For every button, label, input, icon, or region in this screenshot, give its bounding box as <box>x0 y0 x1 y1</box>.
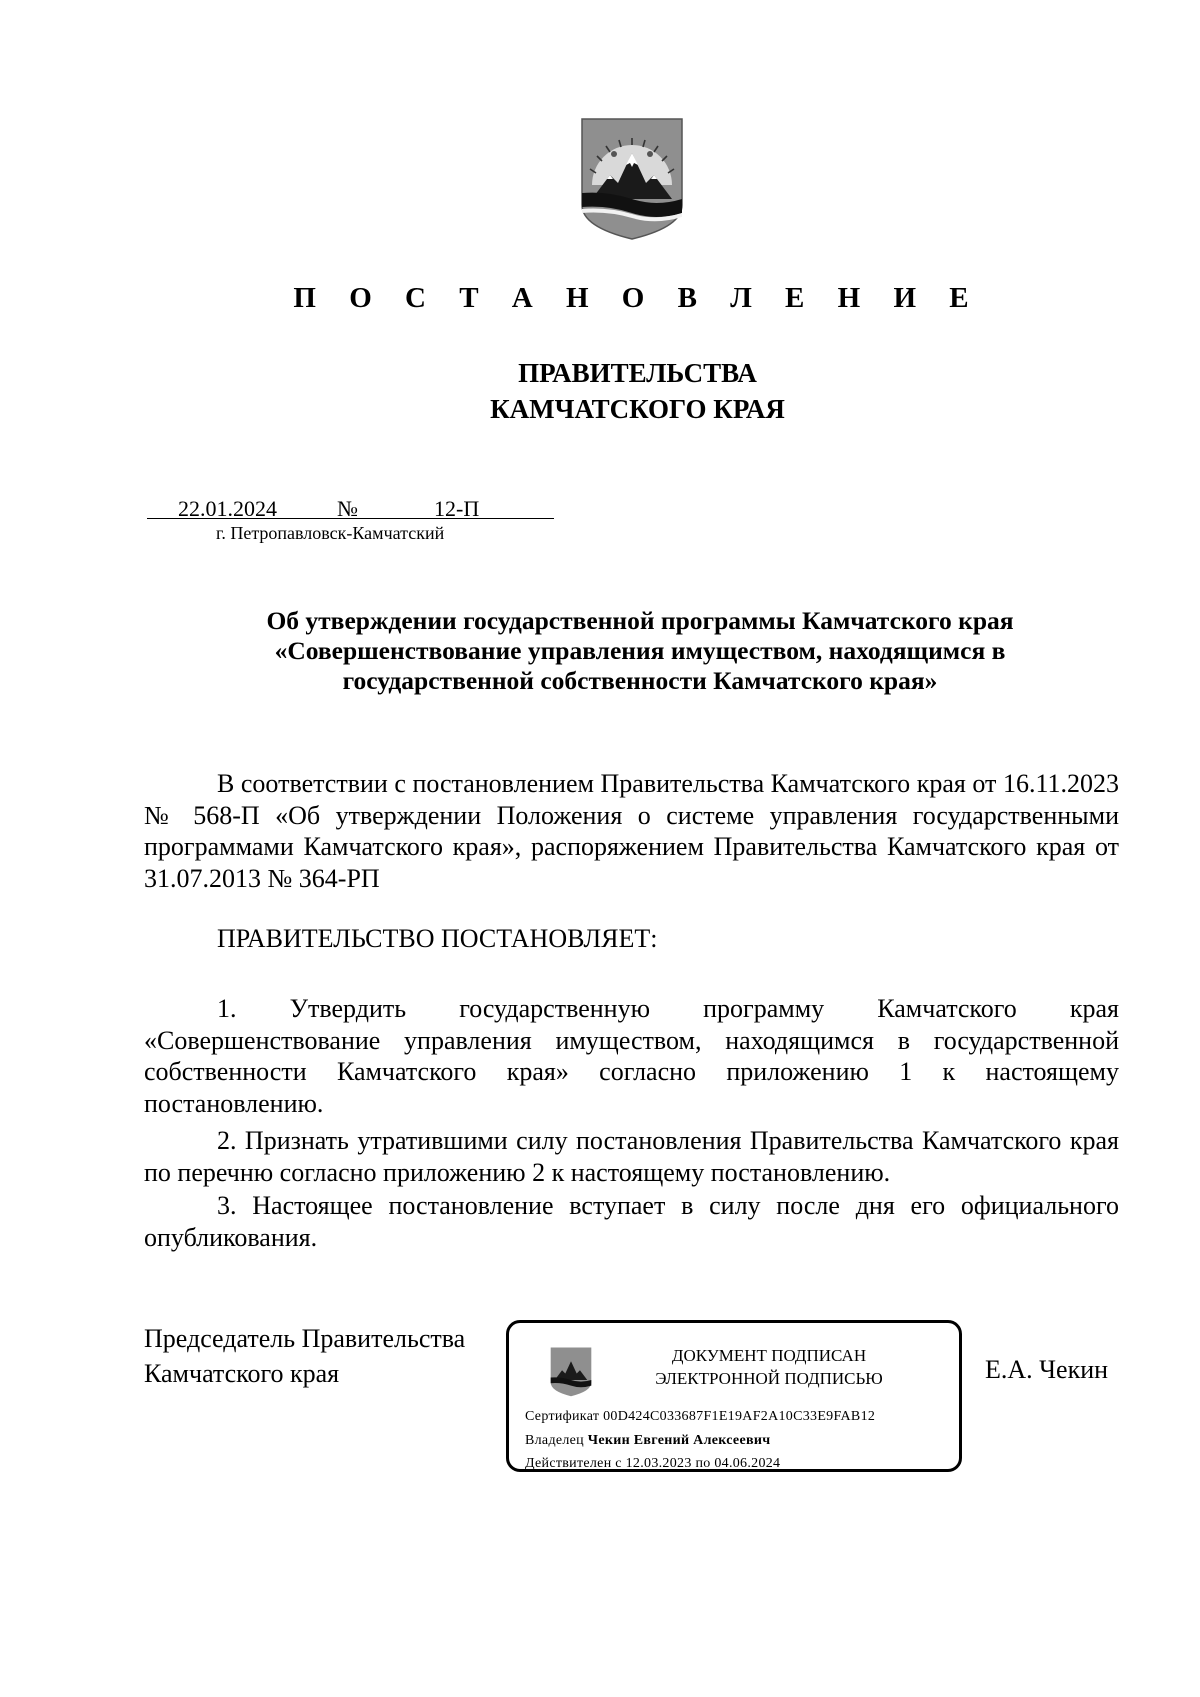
stamp-title <box>619 1344 919 1390</box>
issuing-authority <box>0 355 1200 427</box>
certificate-value: 00D424C033687F1E19AF2A10C33E9FAB12 <box>603 1409 876 1424</box>
stamp-title-line-2: ЭЛЕКТРОННОЙ ПОДПИСЬЮ <box>655 1369 883 1388</box>
electronic-signature-stamp <box>506 1320 962 1472</box>
document-number: 12-П <box>434 496 480 521</box>
authority-line-2: КАМЧАТСКОГО КРАЯ <box>490 394 785 424</box>
subject-line-3: государственной собственности Камчатского края» <box>342 666 938 695</box>
valid-to-date: 04.06.2024 <box>714 1456 781 1471</box>
document-city: г. Петропавловск-Камчатский <box>216 523 445 543</box>
authority-line-1: ПРАВИТЕЛЬСТВА <box>518 358 757 388</box>
number-sign: № <box>337 496 358 521</box>
stamp-coat-of-arms-icon <box>549 1345 593 1397</box>
document-date: 22.01.2024 <box>178 496 277 521</box>
signer-position <box>144 1321 465 1391</box>
valid-from-date: 12.03.2023 <box>625 1456 692 1471</box>
document-type-title: П О С Т А Н О В Л Е Н И Е <box>293 282 982 314</box>
preamble-paragraph: В соответствии с постановлением Правительства Камчатского края от 16.11.2023 № 568-П «Об утверждении Положения о системе управления государственными программами Камчатского края», распоряжением Правительства Камчатского края от 31.07.2013 № 364-РП <box>144 769 1119 893</box>
document-subject <box>140 606 1140 696</box>
validity-label: Действителен с <box>525 1456 622 1471</box>
subject-line-2: «Совершенствование управления имуществом, находящимся в <box>274 636 1006 665</box>
stamp-title-line-1: ДОКУМЕНТ ПОДПИСАН <box>671 1346 867 1365</box>
subject-line-1: Об утверждении государственной программы Камчатского края <box>266 606 1014 635</box>
clause-3: 3. Настоящее постановление вступает в силу после дня его официального опубликования. <box>144 1191 1119 1252</box>
owner-value: Чекин Евгений Алексеевич <box>587 1433 771 1448</box>
valid-to-label: по <box>695 1456 711 1471</box>
signer-name: Е.А. Чекин <box>985 1355 1109 1384</box>
signer-position-line-2: Камчатского края <box>144 1359 340 1388</box>
stamp-owner-row <box>525 1433 770 1449</box>
owner-label: Владелец <box>525 1433 584 1448</box>
stamp-certificate-row <box>525 1409 875 1425</box>
certificate-label: Сертификат <box>525 1409 600 1424</box>
date-number-line <box>147 496 554 519</box>
stamp-validity-row <box>525 1456 780 1472</box>
signer-position-line-1: Председатель Правительства <box>144 1324 466 1353</box>
decree-statement: ПРАВИТЕЛЬСТВО ПОСТАНОВЛЯЕТ: <box>217 924 658 953</box>
coat-of-arms-icon <box>578 113 686 241</box>
clause-2: 2. Признать утратившими силу постановления Правительства Камчатского края по перечню согласно приложению 2 к настоящему постановлению. <box>144 1126 1119 1187</box>
clause-1: 1. Утвердить государственную программу Камчатского края «Совершенствование управления имуществом, находящимся в государственной собственности Камчатского края» согласно приложению 1 к настоящему постановлению. <box>144 994 1119 1118</box>
